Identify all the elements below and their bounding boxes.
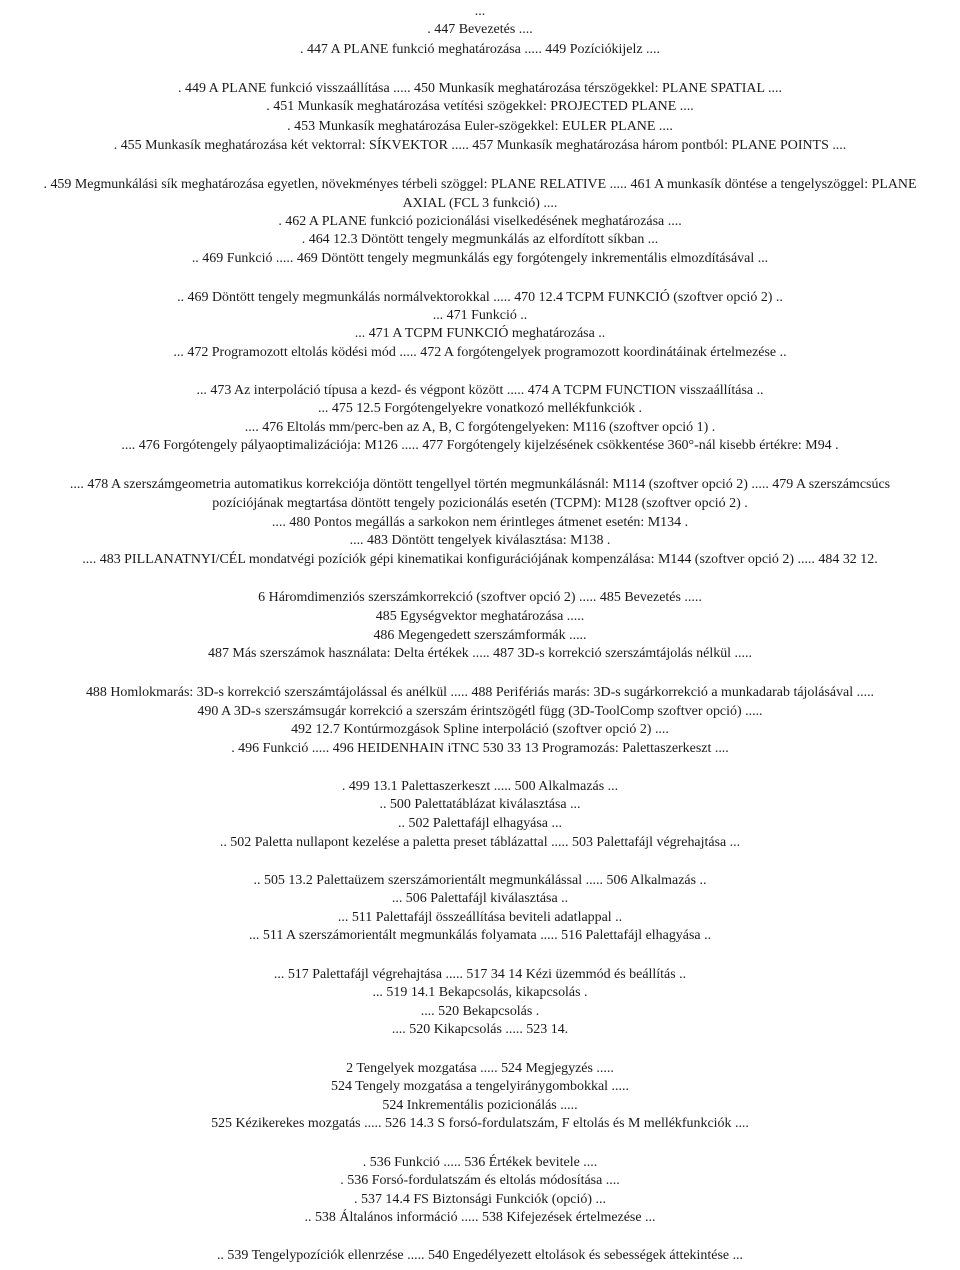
toc-line-text: Bevezetés [458,22,516,37]
toc-line [0,889,960,908]
toc-line [0,40,960,59]
toc-line-text: 486 Megengedett szerszámformák ..... [373,628,587,643]
toc-line [0,1020,960,1039]
toc-line [0,983,960,1002]
toc-line-text: ... 517 Palettafájl végrehajtása ..... 517 34 14 Kézi üzemmód és beállítás .. [273,967,687,982]
toc-line [0,531,960,550]
toc-line-text: .... 480 Pontos megállás a sarkokon nem érintleges átmenet esetén: M134 . [271,515,689,530]
toc-line [0,871,960,890]
toc-line [0,513,960,532]
toc-line [0,136,960,155]
toc-line [0,908,960,927]
toc-line-text: .. 469 Funkció ..... 469 Döntött tengely megmunkálás egy forgótengely inkrementális elmozdításával ... [191,251,769,266]
toc-line-text: .... 476 Forgótengely pályaoptimalizációja: M126 ..... 477 Forgótengely kijelzésének csökkentése 360°-nál kisebb értékre: M94 . [121,438,839,453]
toc-line [0,550,960,569]
toc-line [0,1246,960,1265]
toc-line-text: .. 502 Palettafájl elhagyása ... [398,816,562,831]
toc-line-text: 6 Háromdimenziós szerszámkorrekció (szoftver opció 2) ..... 485 Bevezetés ..... [258,590,702,605]
toc-line-text: 485 Egységvektor meghatározása ..... [375,609,585,624]
toc-line [0,1190,960,1209]
toc-line-text: 2 Tengelyek mozgatása ..... 524 Megjegyzés ..... [346,1061,614,1076]
toc-line-text: ... 473 Az interpoláció típusa a kezd- és végpont között ..... 474 A TCPM FUNCTION visszaállítása .. [196,383,764,398]
toc-line [0,399,960,418]
toc-line [0,588,960,607]
toc-line [0,117,960,136]
toc-line [0,814,960,833]
toc-line-text: .... [515,22,533,37]
toc-line-text: .. 539 Tengelypozíciók ellenrzése ..... 540 Engedélyezett eltolások és sebességek áttekintése ... [216,1248,744,1263]
toc-line-text: . 449 A PLANE funkció visszaállítása ..... 450 Munkasík meghatározása térszögekkel: PLANE SPATIAL .... [178,81,782,96]
toc-line-text: pozíciójának megtartása döntött tengely pozicionálás esetén (TCPM): M128 (szoftver opció 2) . [212,496,748,511]
toc-line [0,494,960,513]
toc-line [0,288,960,307]
toc-line-text: .... 483 PILLANATNYI/CÉL mondatvégi pozíciók gépi kinematikai konfigurációjának kompenzálása: M144 (szoftver opció 2) ..... 484 32 12. [82,552,878,567]
toc-line-text: . 453 Munkasík meghatározása Euler-szögekkel: EULER PLANE .... [287,119,673,134]
toc-line [0,702,960,721]
toc-line-text: 492 12.7 Kontúrmozgások Spline interpoláció (szoftver opció 2) .... [291,722,669,737]
toc-line [0,1096,960,1115]
toc-line-text: ... 506 Palettafájl kiválasztása .. [391,891,569,906]
toc-line [0,926,960,945]
toc-line [0,475,960,494]
toc-line [0,1171,960,1190]
toc-line-text: .... 483 Döntött tengelyek kiválasztása: M138 . [349,533,611,548]
toc-line [0,381,960,400]
toc-line-text: .. 538 Általános információ ..... 538 Kifejezések értelmezése ... [304,1210,656,1225]
toc-line-text: 487 Más szerszámok használata: Delta értékek ..... 487 3D-s korrekció szerszámtájolás nélkül ..... [208,646,752,661]
toc-line [0,249,960,268]
toc-line [0,1153,960,1172]
toc-line-text: .. 502 Paletta nullapont kezelése a paletta preset táblázattal ..... 503 Palettafájl végrehajtása ... [219,835,741,850]
toc-line [0,324,960,343]
toc-line-text: .. 505 13.2 Palettaüzem szerszámorientált megmunkálással ..... 506 Alkalmazás .. [253,873,707,888]
toc-line-text: ... 471 Funkció .. [432,308,528,323]
toc-line-text: 490 A 3D-s szerszámsugár korrekció a szerszám érintszögétl függ (3D-ToolComp szoftver opció) ..... [197,704,763,719]
toc-line [0,1114,960,1133]
toc-line-text: ... [474,4,486,19]
toc-line-text: .. 500 Palettatáblázat kiválasztása ... [379,797,581,812]
toc-line-text: . 536 Funkció ..... 536 Értékek bevitele .... [362,1155,598,1170]
toc-line-text: .... 478 A szerszámgeometria automatikus korrekciója döntött tengellyel történ megmunkálásnál: M114 (szoftver opció 2) ..... 479 A szerszámcsúcs [69,477,891,492]
toc-line-text: . 496 Funkció ..... 496 HEIDENHAIN iTNC 530 33 13 Programozás: Palettaszerkeszt .... [231,741,729,756]
toc-line-text: . 462 A PLANE funkció pozicionálási viselkedésének meghatározása .... [278,214,682,229]
toc-line [0,230,960,249]
toc-line [0,1002,960,1021]
toc-line [0,720,960,739]
toc-line-text: 524 Inkrementális pozicionálás ..... [382,1098,578,1113]
toc-line [0,436,960,455]
toc-line [0,833,960,852]
toc-line-text: . 499 13.1 Palettaszerkeszt ..... 500 Alkalmazás ... [341,779,619,794]
toc-line [0,739,960,758]
toc-line-text: . 459 Megmunkálási sík meghatározása egyetlen, növekményes térbeli szöggel: PLANE RELATIVE ..... 461 A munkasík döntése a tengelyszöggel: PLANE [43,177,917,192]
toc-line [0,965,960,984]
toc-line-text: .. 469 Döntött tengely megmunkálás normálvektorokkal ..... 470 12.4 TCPM FUNKCIÓ (szoftver opció 2) .. [177,290,783,305]
toc-line-text: .... 476 Eltolás mm/perc-ben az A, B, C forgótengelyeken: M116 (szoftver opció 1) . [244,420,716,435]
toc-line [0,194,960,213]
toc-line-text: 488 Homlokmarás: 3D-s korrekció szerszámtájolással és anélkül ..... 488 Perifériás marás: 3D-s sugárkorrekció a munkadarab tájolásával ..... [85,685,875,700]
toc-line [0,626,960,645]
toc-line-text: ... 475 12.5 Forgótengelyekre vonatkozó mellékfunkciók . [317,401,643,416]
toc-line [0,644,960,663]
toc-line [0,1077,960,1096]
toc-line-text: . 455 Munkasík meghatározása két vektorral: SÍKVEKTOR ..... 457 [113,138,497,153]
toc-line [0,175,960,194]
toc-line [0,343,960,362]
toc-line-text: . 537 14.4 FS Biztonsági Funkciók (opció) ... [354,1192,606,1207]
toc-line-text: .... 520 Kikapcsolás ..... 523 14. [391,1022,569,1037]
toc-line-text: .... [828,138,847,153]
toc-line [0,20,960,39]
toc-line-text: . 447 A PLANE funkció meghatározása ..... 449 Pozíciókijelz .... [300,42,660,57]
toc-line-text: ... 511 A szerszámorientált megmunkálás folyamata ..... 516 Palettafájl elhagyása .. [248,928,712,943]
toc-line-text: 525 Kézikerekes mozgatás ..... 526 14.3 S forsó-fordulatszám, F eltolás és M mellékfunkciók .... [211,1116,749,1131]
toc-line [0,2,960,21]
toc-line [0,418,960,437]
toc-line-text: ... 519 14.1 Bekapcsolás, kikapcsolás . [372,985,588,1000]
toc-line-text: . 447 [427,22,459,37]
toc-line-text: .... 520 Bekapcsolás . [420,1004,540,1019]
toc-line [0,306,960,325]
toc-line [0,1059,960,1078]
toc-line [0,683,960,702]
toc-line [0,212,960,231]
toc-line [0,79,960,98]
toc-line-text: . 536 Forsó-fordulatszám és eltolás módosítása .... [340,1173,620,1188]
toc-line [0,795,960,814]
toc-line [0,1208,960,1227]
toc-line-text: ... 472 Programozott eltolás ködési mód ..... 472 A forgótengelyek programozott koordinátáinak értelmezése .. [173,345,787,360]
toc-line [0,777,960,796]
toc-line-text: . 451 Munkasík meghatározása vetítési szögekkel: PROJECTED PLANE .... [266,99,694,114]
toc-line-text: AXIAL (FCL 3 funkció) .... [402,196,558,211]
toc-line-text: ... 511 Palettafájl összeállítása beviteli adatlappal .. [337,910,623,925]
toc-line-text: 524 Tengely mozgatása a tengelyiránygombokkal ..... [331,1079,629,1094]
toc-line-text: . 464 12.3 Döntött tengely megmunkálás az elfordított síkban ... [301,232,659,247]
toc-line [0,97,960,116]
toc-line [0,607,960,626]
toc-line-text: Munkasík meghatározása három pontból: PLANE POINTS [496,138,829,153]
toc-line-text: ... 471 A TCPM FUNKCIÓ meghatározása .. [354,326,606,341]
